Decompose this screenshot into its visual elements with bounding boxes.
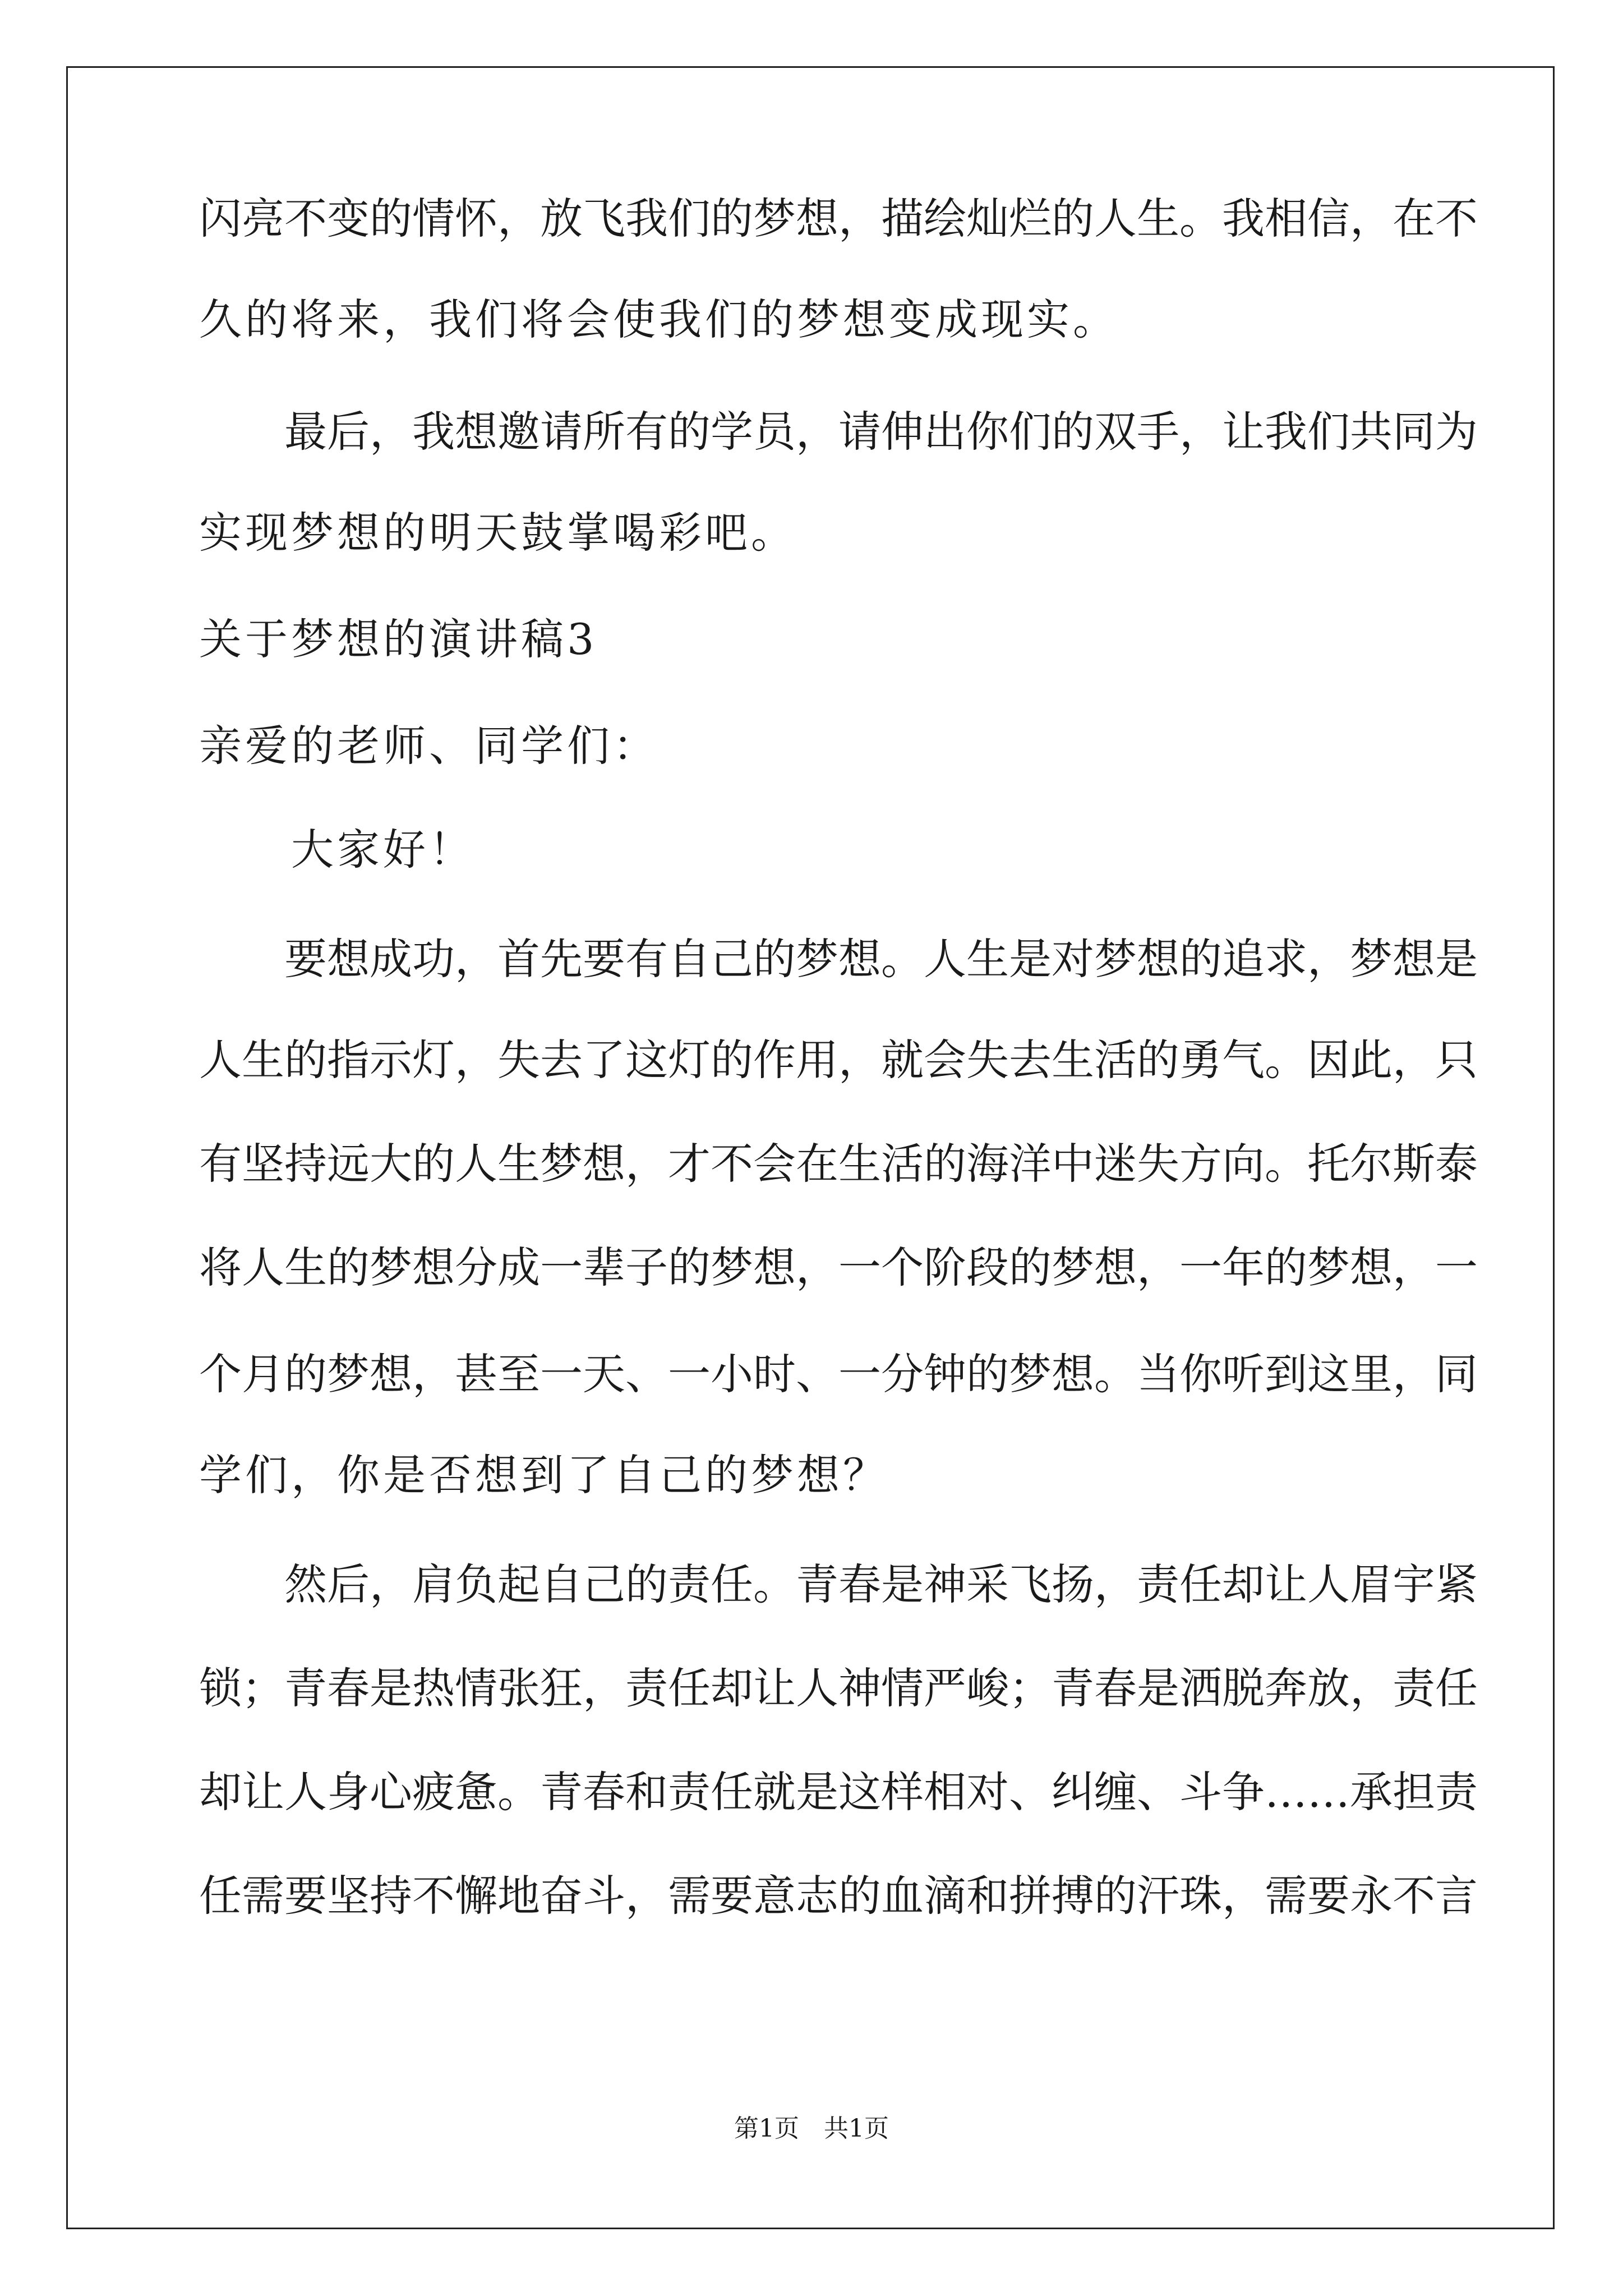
text-line: 个月的梦想，甚至一天、一小时、一分钟的梦想。当你听到这里，同	[199, 1349, 1478, 1399]
text-line: 实现梦想的明天鼓掌喝彩吧。	[199, 508, 797, 558]
greeting: 大家好！	[199, 825, 475, 875]
text-line: 学们，你是否想到了自己的梦想？	[199, 1450, 889, 1500]
page-footer: 第1页 共1页	[734, 2114, 889, 2143]
salutation: 亲爱的老师、同学们：	[199, 721, 659, 771]
text-line: 却让人身心疲惫。青春和责任就是这样相对、纠缠、斗争……承担责	[199, 1767, 1478, 1817]
text-line: 任需要坚持不懈地奋斗，需要意志的血滴和拼搏的汗珠，需要永不言	[199, 1871, 1478, 1921]
text-line: 有坚持远大的人生梦想，才不会在生活的海洋中迷失方向。托尔斯泰	[199, 1139, 1478, 1189]
text-line: 将人生的梦想分成一辈子的梦想，一个阶段的梦想，一年的梦想，一	[199, 1243, 1478, 1292]
text-line: 闪亮不变的情怀，放飞我们的梦想，描绘灿烂的人生。我相信，在不	[199, 194, 1478, 243]
text-line: 最后，我想邀请所有的学员，请伸出你们的双手，让我们共同为	[199, 407, 1478, 457]
text-line: 人生的指示灯，失去了这灯的作用，就会失去生活的勇气。因此，只	[199, 1035, 1478, 1085]
text-line: 锁；青春是热情张狂，责任却让人神情严峻；青春是洒脱奔放，责任	[199, 1663, 1478, 1713]
text-line: 久的将来，我们将会使我们的梦想变成现实。	[199, 295, 1119, 344]
section-heading: 关于梦想的演讲稿3	[199, 614, 598, 664]
text-line: 然后，肩负起自己的责任。青春是神采飞扬，责任却让人眉宇紧	[199, 1559, 1478, 1609]
text-line: 要想成功，首先要有自己的梦想。人生是对梦想的追求，梦想是	[199, 934, 1478, 984]
